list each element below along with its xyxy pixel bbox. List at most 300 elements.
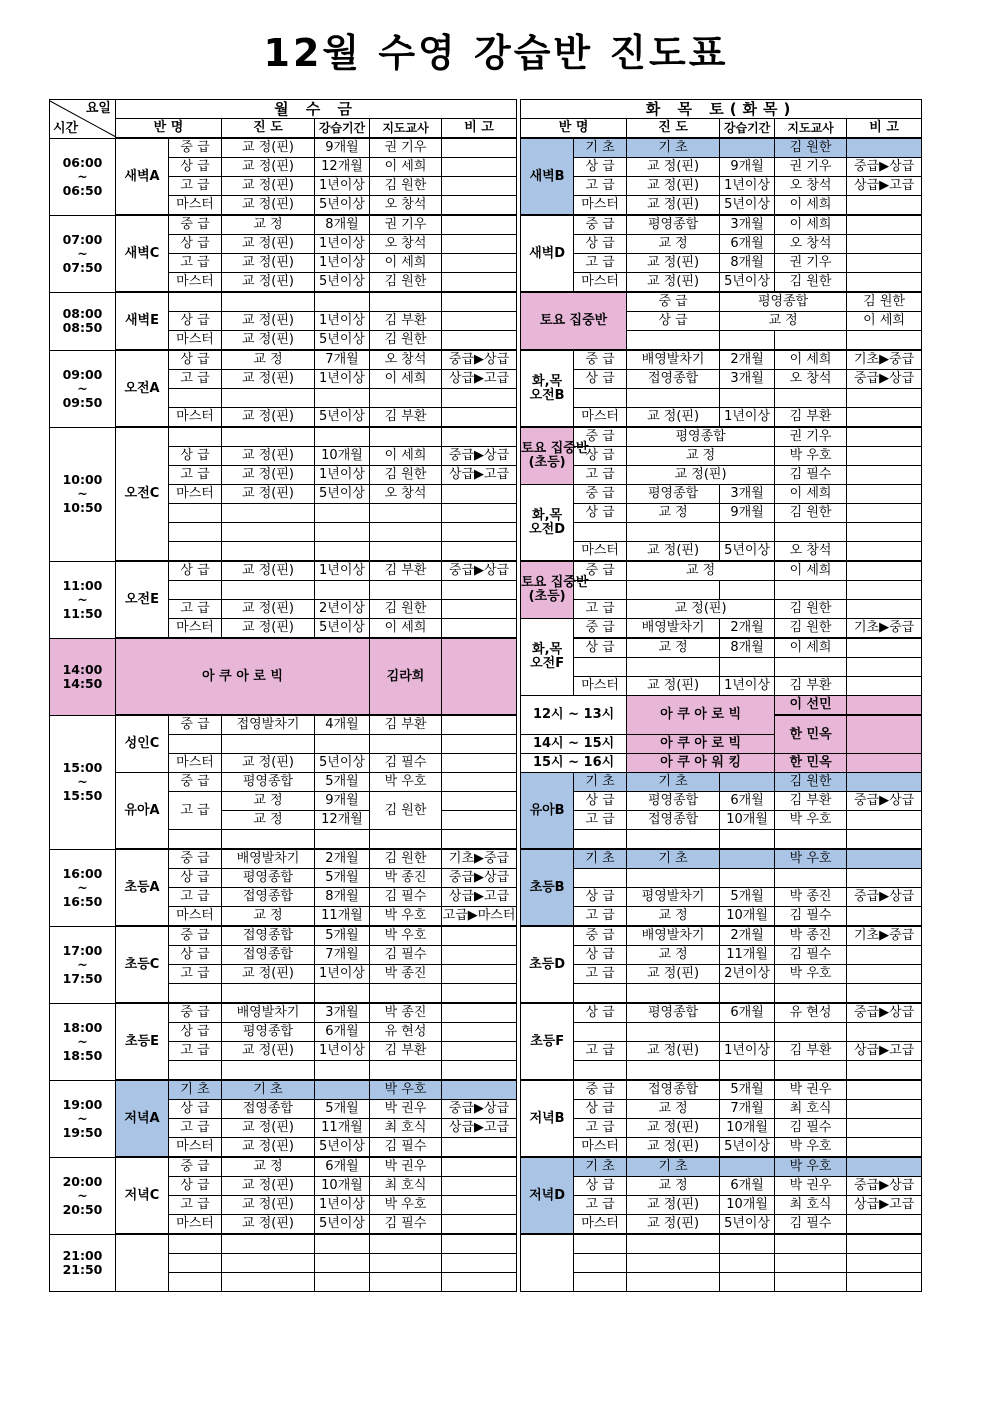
empty-cell: [442, 1061, 517, 1081]
table-cell: 박 우호: [775, 849, 847, 869]
table-cell: 12개월: [315, 158, 370, 177]
cell-line: ~: [77, 486, 88, 501]
table-cell: 9개월: [720, 158, 775, 177]
empty-cell: [627, 1061, 720, 1081]
table-cell: 상 급: [169, 312, 222, 331]
class-name: 초등B: [521, 849, 574, 926]
table-cell: 상 급: [574, 447, 627, 466]
table-cell: 김 부환: [370, 312, 442, 331]
table-cell: 교 정: [627, 447, 775, 466]
separator: [517, 1042, 521, 1061]
table-cell: 교 정(핀): [627, 254, 720, 273]
class-name: [521, 427, 589, 485]
table-cell: 교 정: [222, 215, 315, 235]
table-cell: 10개월: [720, 907, 775, 927]
table-cell: 고 급: [169, 600, 222, 619]
table-cell: 박 권우: [370, 1157, 442, 1177]
table-cell: 권 기우: [370, 138, 442, 158]
table-cell: 5개월: [315, 1100, 370, 1119]
table-cell: 고 급: [574, 466, 627, 485]
table-cell: 마스터: [574, 1138, 627, 1158]
table-cell: 김 원한: [370, 273, 442, 293]
cell-line: 화,목: [532, 507, 563, 523]
cell-line: ~: [77, 380, 88, 396]
empty-cell: [315, 984, 370, 1004]
table-cell: 중급▶상급: [442, 447, 517, 466]
table-cell: 박 우호: [370, 926, 442, 946]
table-cell: 중 급: [169, 849, 222, 869]
table-cell: 교 정: [627, 907, 720, 927]
table-cell: 10개월: [720, 811, 775, 830]
cell-line: 11:50: [62, 605, 103, 621]
time-slot: [50, 849, 116, 926]
table-cell: 김 원한: [370, 792, 442, 830]
class-name: 새벽E: [116, 292, 169, 350]
slot-time: 12시 ~ 13시: [521, 696, 627, 735]
empty-cell: [169, 427, 222, 447]
table-cell: 교 정(핀): [222, 754, 315, 773]
empty-cell: [370, 427, 442, 447]
table-cell: 박 우호: [370, 773, 442, 792]
day-label: 요일: [85, 100, 111, 116]
table-cell: 김 원한: [775, 619, 847, 639]
empty-cell: [315, 830, 370, 850]
time-slot: [50, 1080, 116, 1157]
cell-line: ~: [77, 879, 88, 895]
cell-line: 17:00: [62, 942, 103, 958]
empty-cell: [847, 600, 922, 619]
table-cell: 10개월: [315, 1177, 370, 1196]
separator: [517, 600, 521, 619]
empty-cell: [720, 1273, 775, 1292]
time-slot: [50, 215, 116, 292]
table-cell: 교 정(핀): [222, 235, 315, 254]
table-cell: 교 정(핀): [222, 370, 315, 389]
table-cell: 5개월: [315, 926, 370, 946]
separator: [517, 1119, 521, 1138]
empty-cell: [847, 1023, 922, 1042]
empty-cell: [169, 389, 222, 408]
table-cell: 박 우호: [775, 1157, 847, 1177]
separator: [517, 946, 521, 965]
table-cell: 김 원한: [775, 273, 847, 293]
table-cell: 11개월: [315, 1119, 370, 1138]
table-cell: 김 필수: [775, 946, 847, 965]
time-slot: [50, 1157, 116, 1234]
table-cell: 접영종합: [222, 926, 315, 946]
table-cell: 김 부환: [775, 792, 847, 811]
table-cell: [847, 504, 922, 523]
col-teacher: 지도교사: [775, 119, 847, 139]
cell-line: 11:00: [62, 577, 103, 593]
class-name: 새벽D: [521, 215, 574, 292]
empty-cell: [315, 1273, 370, 1292]
empty-cell: [370, 523, 442, 542]
separator: [517, 158, 521, 177]
class-name: [521, 350, 574, 427]
table-cell: 중 급: [574, 485, 627, 504]
table-cell: 교 정(핀): [222, 1177, 315, 1196]
table-cell: 교 정(핀): [627, 408, 720, 428]
separator: [517, 888, 521, 907]
table-cell: 중 급: [574, 1080, 627, 1100]
table-cell: 김 필수: [370, 946, 442, 965]
table-cell: 1년이상: [315, 312, 370, 331]
empty-cell: [720, 581, 775, 600]
table-cell: 기 초: [574, 849, 627, 869]
empty-cell: [442, 523, 517, 542]
class-name: 초등D: [521, 926, 574, 1003]
table-cell: [847, 254, 922, 273]
class-name: 유아B: [521, 773, 574, 850]
table-cell: 김 필수: [775, 1215, 847, 1235]
separator: [517, 1273, 521, 1292]
table-cell: 오 창석: [775, 177, 847, 196]
table-cell: 박 종진: [370, 869, 442, 888]
table-cell: 상 급: [169, 1177, 222, 1196]
table-cell: 고 급: [169, 466, 222, 485]
table-cell: [720, 1157, 775, 1177]
empty-cell: [775, 581, 847, 600]
table-cell: 김 원한: [775, 773, 847, 792]
separator: [517, 273, 521, 293]
class-name: 새벽C: [116, 215, 169, 292]
separator: [517, 792, 521, 811]
separator: [517, 1177, 521, 1196]
separator: [517, 638, 521, 658]
table-cell: 교 정: [627, 235, 720, 254]
corner-box: [50, 101, 115, 137]
empty-cell: [720, 1234, 775, 1254]
cell-line: 오전F: [530, 656, 565, 671]
empty-cell: [627, 331, 720, 351]
col-teacher: 지도교사: [370, 119, 442, 139]
table-cell: [847, 1080, 922, 1100]
empty-cell: [720, 389, 775, 408]
table-cell: [442, 754, 517, 773]
table-cell: 김 원한: [370, 849, 442, 869]
empty-cell: [222, 581, 315, 600]
table-cell: [442, 715, 517, 735]
table-cell: 10개월: [720, 1119, 775, 1138]
cell-line: 19:50: [62, 1124, 103, 1140]
table-cell: 8개월: [315, 215, 370, 235]
table-cell: 김 원한: [370, 466, 442, 485]
table-cell: 교 정(핀): [222, 447, 315, 466]
empty-cell: [847, 523, 922, 542]
table-cell: 박 우호: [775, 811, 847, 830]
table-cell: 고 급: [169, 254, 222, 273]
table-cell: 상급▶고급: [847, 177, 922, 196]
empty-cell: [847, 754, 922, 773]
cell-line: 07:50: [62, 259, 103, 275]
table-cell: [442, 600, 517, 619]
table-cell: [847, 773, 922, 792]
table-cell: 5년이상: [315, 273, 370, 293]
table-cell: 상 급: [574, 638, 627, 658]
table-cell: 교 정(핀): [627, 677, 720, 696]
table-cell: 교 정(핀): [222, 254, 315, 273]
table-cell: 평영종합: [720, 292, 847, 312]
cell-line: (초등): [528, 589, 566, 604]
empty-cell: [370, 1254, 442, 1273]
cell-line: 오전D: [529, 521, 566, 537]
table-cell: 마스터: [169, 1138, 222, 1158]
empty-cell: [442, 389, 517, 408]
time-slot: [50, 715, 116, 849]
empty-cell: [315, 581, 370, 600]
table-cell: 이 세희: [775, 561, 847, 581]
right-days-header: 화 목 토(화목): [521, 100, 922, 119]
table-cell: 1년이상: [315, 466, 370, 485]
table-cell: 고 급: [574, 254, 627, 273]
table-cell: 중급▶상급: [847, 1177, 922, 1196]
table-cell: 교 정(핀): [222, 196, 315, 216]
table-cell: 교 정(핀): [627, 1196, 720, 1215]
table-cell: 중급▶상급: [847, 1003, 922, 1023]
table-cell: 상 급: [574, 504, 627, 523]
table-cell: 고 급: [574, 600, 627, 619]
table-cell: 이 세희: [370, 254, 442, 273]
table-cell: 고 급: [169, 1196, 222, 1215]
table-cell: 중급▶상급: [847, 370, 922, 389]
table-cell: 평영종합: [627, 485, 720, 504]
empty-cell: [574, 1234, 627, 1254]
table-cell: 접영종합: [222, 946, 315, 965]
table-cell: [720, 138, 775, 158]
table-cell: 2개월: [720, 926, 775, 946]
table-cell: 상 급: [574, 946, 627, 965]
table-cell: 중 급: [574, 427, 627, 447]
empty-cell: [169, 830, 222, 850]
table-cell: 중 급: [574, 350, 627, 370]
table-cell: 1년이상: [315, 1196, 370, 1215]
cell-line: 화,목: [532, 642, 563, 657]
empty-cell: [627, 389, 720, 408]
table-cell: [442, 254, 517, 273]
table-cell: 5년이상: [720, 1215, 775, 1235]
cell-line: 오전B: [529, 387, 565, 403]
cell-line: 08:50: [62, 320, 103, 335]
table-cell: [847, 1119, 922, 1138]
table-cell: 상 급: [574, 1177, 627, 1196]
separator: [517, 466, 521, 485]
empty-cell: [169, 542, 222, 562]
table-cell: 6개월: [315, 1023, 370, 1042]
table-cell: 기 초: [627, 849, 720, 869]
table-cell: 고 급: [169, 1042, 222, 1061]
table-cell: 배영발차기: [627, 619, 720, 639]
table-cell: [442, 235, 517, 254]
table-cell: 교 정: [627, 504, 720, 523]
table-cell: 김 필수: [370, 888, 442, 907]
table-cell: 고 급: [574, 907, 627, 927]
empty-cell: [442, 504, 517, 523]
table-cell: 상 급: [169, 561, 222, 581]
table-cell: [442, 177, 517, 196]
table-cell: 중 급: [169, 1003, 222, 1023]
separator: [517, 1138, 521, 1158]
cell-line: 06:00: [62, 154, 103, 170]
table-cell: 중 급: [169, 1157, 222, 1177]
empty-cell: [442, 735, 517, 754]
empty-cell: [315, 523, 370, 542]
table-cell: 2년이상: [315, 600, 370, 619]
table-cell: 9개월: [720, 504, 775, 523]
empty-cell: [775, 523, 847, 542]
separator: [517, 235, 521, 254]
empty-cell: [222, 830, 315, 850]
table-cell: 고 급: [169, 177, 222, 196]
table-cell: 김 원한: [775, 504, 847, 523]
empty-cell: [222, 735, 315, 754]
table-cell: 1년이상: [720, 677, 775, 696]
table-cell: 최 호식: [775, 1196, 847, 1215]
cell-line: 18:00: [62, 1019, 103, 1035]
empty-cell: [222, 1234, 315, 1254]
table-cell: 6개월: [315, 1157, 370, 1177]
empty-cell: [627, 658, 720, 677]
empty-cell: [775, 1273, 847, 1292]
table-cell: 교 정(핀): [627, 600, 775, 619]
table-cell: 중 급: [169, 773, 222, 792]
table-cell: 김 원한: [370, 600, 442, 619]
empty-cell: [442, 792, 517, 811]
empty-cell: [222, 984, 315, 1004]
table-cell: 중급▶상급: [847, 158, 922, 177]
table-cell: 중 급: [574, 561, 627, 581]
empty-cell: [169, 1061, 222, 1081]
table-cell: 박 우호: [775, 965, 847, 984]
table-cell: 마스터: [169, 196, 222, 216]
table-cell: 고 급: [169, 965, 222, 984]
table-cell: 박 우호: [370, 907, 442, 927]
empty-cell: [315, 735, 370, 754]
table-cell: 1년이상: [720, 1042, 775, 1061]
table-cell: 박 종진: [370, 1003, 442, 1023]
table-cell: 오 창석: [370, 196, 442, 216]
table-cell: 중 급: [574, 215, 627, 235]
table-cell: 마스터: [169, 619, 222, 639]
table-cell: 접영종합: [222, 1100, 315, 1119]
table-cell: 교 정(핀): [222, 312, 315, 331]
empty-cell: [442, 1234, 517, 1254]
table-cell: 마스터: [574, 408, 627, 428]
table-cell: 5년이상: [720, 273, 775, 293]
table-cell: 중급▶상급: [847, 888, 922, 907]
empty-cell: [370, 1061, 442, 1081]
table-cell: 5년이상: [315, 331, 370, 351]
table-cell: 중 급: [169, 715, 222, 735]
table-cell: [442, 485, 517, 504]
empty-cell: [720, 331, 775, 351]
table-cell: 6개월: [720, 792, 775, 811]
table-cell: 권 기우: [370, 215, 442, 235]
class-name: [521, 619, 574, 696]
separator: [517, 389, 521, 408]
table-cell: 김 필수: [775, 466, 847, 485]
table-cell: [847, 1138, 922, 1158]
empty-cell: [720, 1061, 775, 1081]
table-cell: 5년이상: [315, 485, 370, 504]
empty-cell: [627, 830, 720, 850]
left-days-header: 월 수 금: [116, 100, 517, 119]
separator: [517, 677, 521, 696]
table-cell: 교 정(핀): [222, 1119, 315, 1138]
table-cell: 김 필수: [775, 907, 847, 927]
time-slot: [50, 926, 116, 1003]
schedule-table: [49, 99, 922, 1292]
table-cell: 교 정(핀): [627, 965, 720, 984]
empty-cell: [627, 1234, 720, 1254]
time-slot: [50, 427, 116, 561]
table-cell: 김 부환: [775, 1042, 847, 1061]
table-cell: 기초▶중급: [847, 619, 922, 639]
table-cell: 고 급: [574, 1042, 627, 1061]
table-cell: 2개월: [720, 619, 775, 639]
separator: [517, 984, 521, 1004]
empty-cell: [442, 830, 517, 850]
table-cell: [847, 946, 922, 965]
table-cell: 김 필수: [775, 1119, 847, 1138]
empty-cell: [370, 292, 442, 312]
table-cell: 교 정: [627, 1100, 720, 1119]
table-cell: [720, 773, 775, 792]
separator: [517, 907, 521, 927]
empty-cell: [627, 1254, 720, 1273]
table-cell: 박 종진: [775, 926, 847, 946]
empty-cell: [775, 1023, 847, 1042]
table-cell: [847, 1100, 922, 1119]
class-name: 새벽B: [521, 138, 574, 215]
empty-cell: [222, 1061, 315, 1081]
separator: [517, 581, 521, 600]
table-cell: [442, 1003, 517, 1023]
empty-cell: [370, 984, 442, 1004]
table-cell: 유 현성: [370, 1023, 442, 1042]
class-name: 오전A: [116, 350, 169, 427]
class-name: [521, 561, 589, 619]
table-cell: 상 급: [574, 1003, 627, 1023]
table-cell: 11개월: [720, 946, 775, 965]
table-cell: [847, 638, 922, 658]
separator: [517, 447, 521, 466]
table-cell: 접영종합: [627, 811, 720, 830]
separator: [517, 1215, 521, 1235]
table-cell: 1년이상: [315, 254, 370, 273]
table-cell: [847, 849, 922, 869]
table-cell: 권 기우: [775, 427, 847, 447]
table-cell: [847, 273, 922, 293]
empty-cell: [847, 561, 922, 581]
cell-line: 19:00: [62, 1096, 103, 1112]
table-cell: [442, 312, 517, 331]
time-label: 시간: [53, 120, 79, 136]
table-cell: 5개월: [720, 888, 775, 907]
empty-cell: [442, 1273, 517, 1292]
empty-cell: [370, 830, 442, 850]
teacher: 이 선민: [775, 696, 847, 716]
table-cell: 마스터: [169, 408, 222, 428]
separator: [517, 177, 521, 196]
empty-cell: [574, 389, 627, 408]
table-cell: 교 정(핀): [222, 965, 315, 984]
cell-line: 20:50: [62, 1201, 103, 1217]
empty-cell: [370, 504, 442, 523]
time-slot: [50, 350, 116, 427]
class-name: 새벽A: [116, 138, 169, 215]
table-cell: [442, 773, 517, 792]
